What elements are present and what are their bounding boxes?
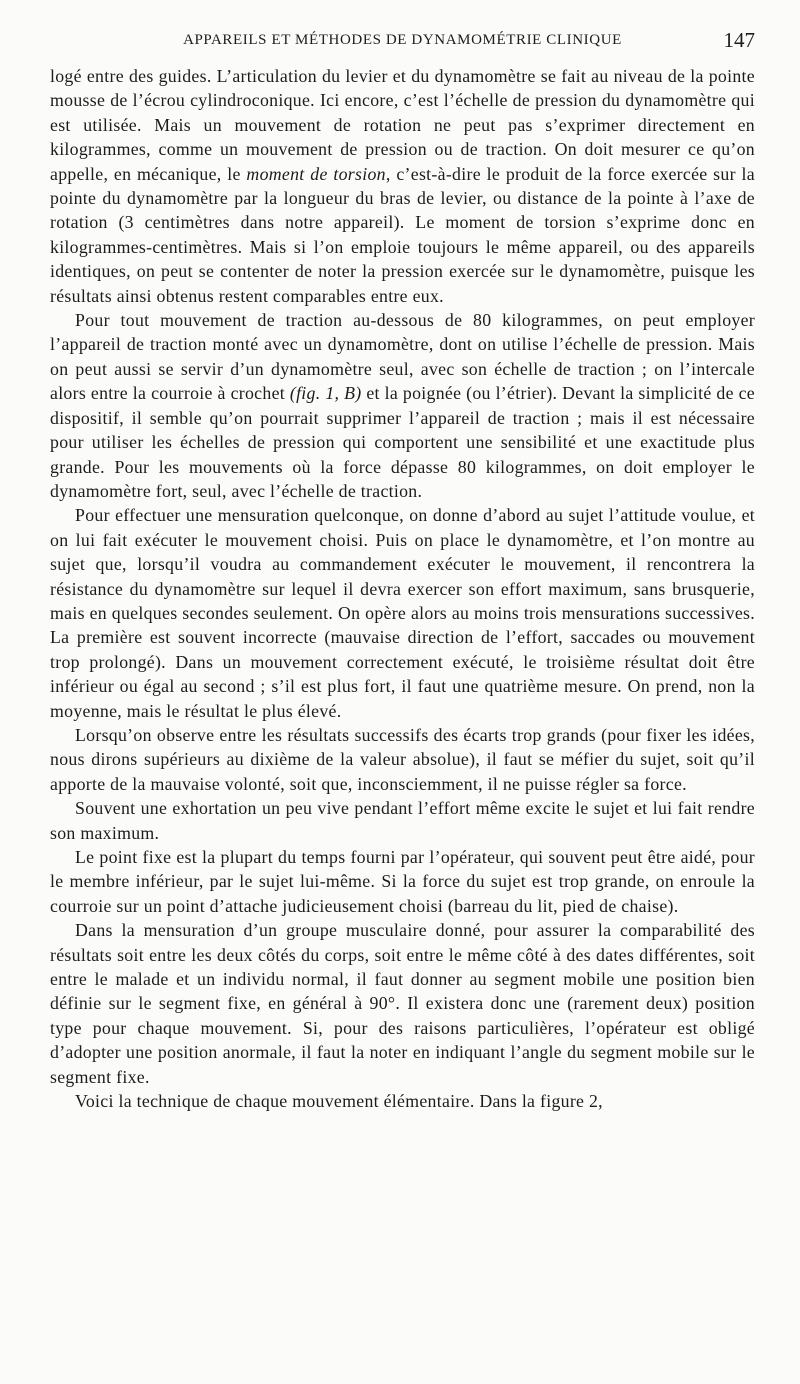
running-title: APPAREILS ET MÉTHODES DE DYNAMOMÉTRIE CLINIQUE [183, 32, 622, 48]
paragraph-text: Souvent une exhortation un peu vive pendant l’effort même excite le sujet et lui fait rendre son maximum. [50, 798, 755, 843]
paragraph [50, 1089, 755, 1113]
paragraph [50, 503, 755, 723]
paragraph [50, 918, 755, 1089]
paragraph-text: Lorsqu’on observe entre les résultats successifs des écarts trop grands (pour fixer les idées, nous dirons supérieurs au dixième de la valeur absolue), il faut se méfier du sujet, soit qu’il apporte de la mauvaise volonté, soit que, inconsciemment, il ne puisse régler sa force. [50, 724, 755, 794]
page-number: 147 [723, 28, 755, 52]
paragraph-text: Dans la mensuration d’un groupe musculaire donné, pour assurer la comparabilité des résultats soit entre les deux côtés du corps, soit entre le même côté à des dates différentes, soit entre le malade et un individu normal, il faut donner au segment mobile une position bien définie sur le segment fixe, en général à 90°. Il existera donc une (rarement deux) position type pour chaque mouvement. Si, pour des raisons particulières, l’opérateur est obligé d’adopter une position anormale, il faut la noter en indiquant l’angle du segment mobile sur le segment fixe. [50, 920, 755, 1087]
paragraph-text: , c’est-à-dire le produit de la force exercée sur la pointe du dynamomètre par la longueur du bras de levier, ou distance de la pointe à l’axe de rotation (3 centimètres dans notre appareil). Le moment de torsion s’exprime donc en kilogrammes-centimètres. Mais si l’on emploie toujours le même appareil, ou des appareils identiques, on peut se contenter de noter la pression exercée sur le dynamomètre, puisque les résultats ainsi obtenus restent comparables entre eux. [50, 163, 755, 306]
italic-term: moment de torsion [246, 163, 386, 184]
paragraph [50, 845, 755, 918]
paragraph-text: Pour effectuer une mensuration quelconque, on donne d’abord au sujet l’attitude voulue, et on lui fait exécuter le mouvement choisi. Puis on place le dynamomètre, et l’on montre au sujet que, lorsqu’il voudra au commandement exécuter le mouvement, il rencontrera la résistance du dynamomètre sur lequel il devra exercer son effort maximum, sans brusquerie, mais en quelques secondes seulement. On opère alors au moins trois mensurations successives. La première est souvent incorrecte (mauvaise direction de l’effort, saccades ou mouvement trop prolongé). Dans un mouvement correctement exécuté, le troisième résultat doit être inférieur ou égal au second ; s’il est plus fort, il faut une quatrième mesure. On prend, non la moyenne, mais le résultat le plus élevé. [50, 505, 755, 721]
paragraph [50, 308, 755, 503]
paragraph-text: et la poignée (ou l’étrier). Devant la simplicité de ce dispositif, il semble qu’on pourrait supprimer l’appareil de traction ; mais il est nécessaire pour utiliser les échelles de pression qui comportent une sensibilité et une exactitude plus grande. Pour les mouvements où la force dépasse 80 kilogrammes, on doit employer le dynamomètre fort, seul, avec l’échelle de traction. [50, 383, 755, 501]
paragraph-text: Le point fixe est la plupart du temps fourni par l’opérateur, qui souvent peut être aidé, pour le membre inférieur, par le sujet lui-même. Si la force du sujet est trop grande, on enroule la courroie sur un point d’attache judicieusement choisi (barreau du lit, pied de chaise). [50, 847, 755, 916]
paragraph [50, 796, 755, 845]
paragraph-text: Pour tout mouvement de traction au-dessous de 80 kilogrammes, on peut employer l’appareil de traction monté avec un dynamomètre, dont on utilise l’échelle de pression. Mais on peut aussi se servir d’un dynamomètre seul, avec son échelle de traction ; on l’intercale alors entre la courroie à crochet [50, 310, 755, 404]
running-header [50, 30, 755, 56]
paragraph-text: logé entre des guides. L’articulation du levier et du dynamomètre se fait au niveau de la pointe mousse de l’écrou cylindroconique. Ici encore, c’est l’échelle de pression du dynamomètre qui est utilisée. Mais un mouvement de rotation ne peut pas s’exprimer directement en kilogrammes, comme un mouvement de pression ou de traction. On doit mesurer ce qu’on appelle, en mécanique, le [50, 66, 755, 184]
paragraph [50, 723, 755, 796]
figure-reference: (fig. 1, B) [289, 383, 362, 404]
paragraph [50, 64, 755, 308]
paragraph-text: Voici la technique de chaque mouvement élémentaire. Dans la figure 2, [75, 1091, 603, 1112]
body-text [50, 64, 755, 1113]
